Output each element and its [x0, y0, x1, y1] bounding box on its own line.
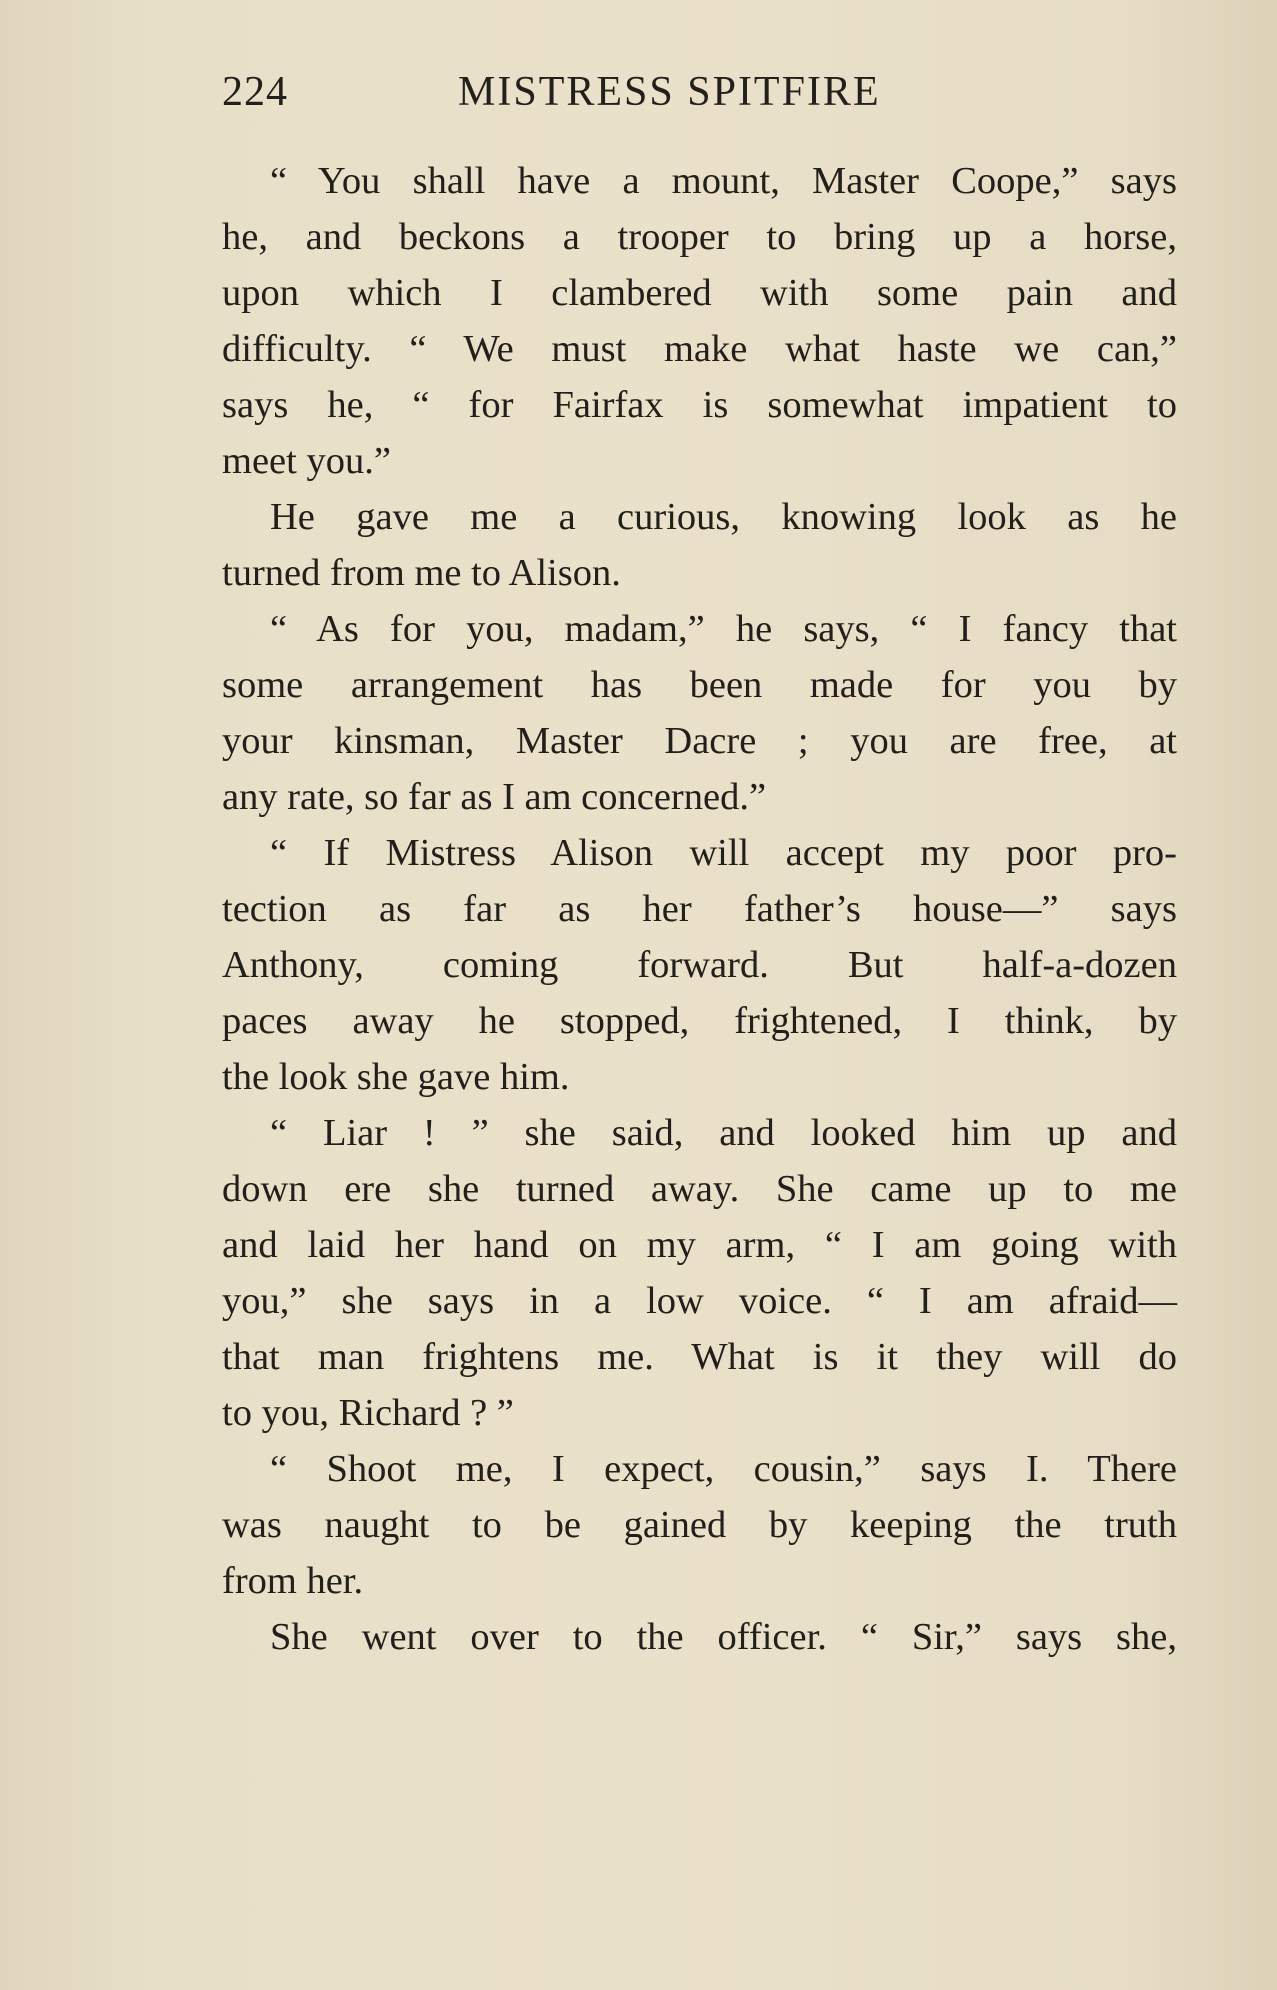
text-line: He gave me a curious, knowing look as he	[270, 496, 1177, 538]
text-line: upon which I clambered with some pain and	[222, 272, 1177, 314]
text-line: some arrangement has been made for you by	[222, 664, 1177, 706]
text-line: “ As for you, madam,” he says, “ I fancy that	[270, 608, 1177, 650]
text-line: to you, Richard ? ”	[222, 1392, 514, 1434]
text-line: you,” she says in a low voice. “ I am afraid—	[222, 1280, 1177, 1322]
text-line: from her.	[222, 1560, 364, 1602]
text-line: turned from me to Alison.	[222, 552, 621, 594]
text-line: Anthony, coming forward. But half-a-dozen	[222, 944, 1177, 986]
text-line: tection as far as her father’s house—” says	[222, 888, 1177, 930]
text-line: difficulty. “ We must make what haste we can,”	[222, 328, 1177, 370]
running-title: MISTRESS SPITFIRE	[458, 69, 881, 115]
text-line: was naught to be gained by keeping the truth	[222, 1504, 1177, 1546]
text-line: the look she gave him.	[222, 1056, 570, 1098]
text-line: that man frightens me. What is it they will do	[222, 1336, 1177, 1378]
text-line: “ Shoot me, I expect, cousin,” says I. There	[270, 1448, 1177, 1490]
text-line: and laid her hand on my arm, “ I am going with	[222, 1224, 1177, 1266]
text-line: “ Liar ! ” she said, and looked him up and	[270, 1112, 1177, 1154]
text-line: says he, “ for Fairfax is somewhat impatient to	[222, 384, 1177, 426]
text-line: “ If Mistress Alison will accept my poor pro-	[270, 832, 1177, 874]
page-number: 224	[222, 69, 288, 115]
text-line: down ere she turned away. She came up to me	[222, 1168, 1177, 1210]
text-line: meet you.”	[222, 440, 391, 482]
text-line: your kinsman, Master Dacre ; you are free, at	[222, 720, 1177, 762]
text-line: “ You shall have a mount, Master Coope,” says	[270, 160, 1177, 202]
text-line: any rate, so far as I am concerned.”	[222, 776, 767, 818]
text-line: he, and beckons a trooper to bring up a horse,	[222, 216, 1177, 258]
text-line: She went over to the officer. “ Sir,” says she,	[270, 1616, 1177, 1658]
text-line: paces away he stopped, frightened, I think, by	[222, 1000, 1177, 1042]
page-header	[222, 68, 952, 128]
body-text	[222, 153, 1177, 1665]
